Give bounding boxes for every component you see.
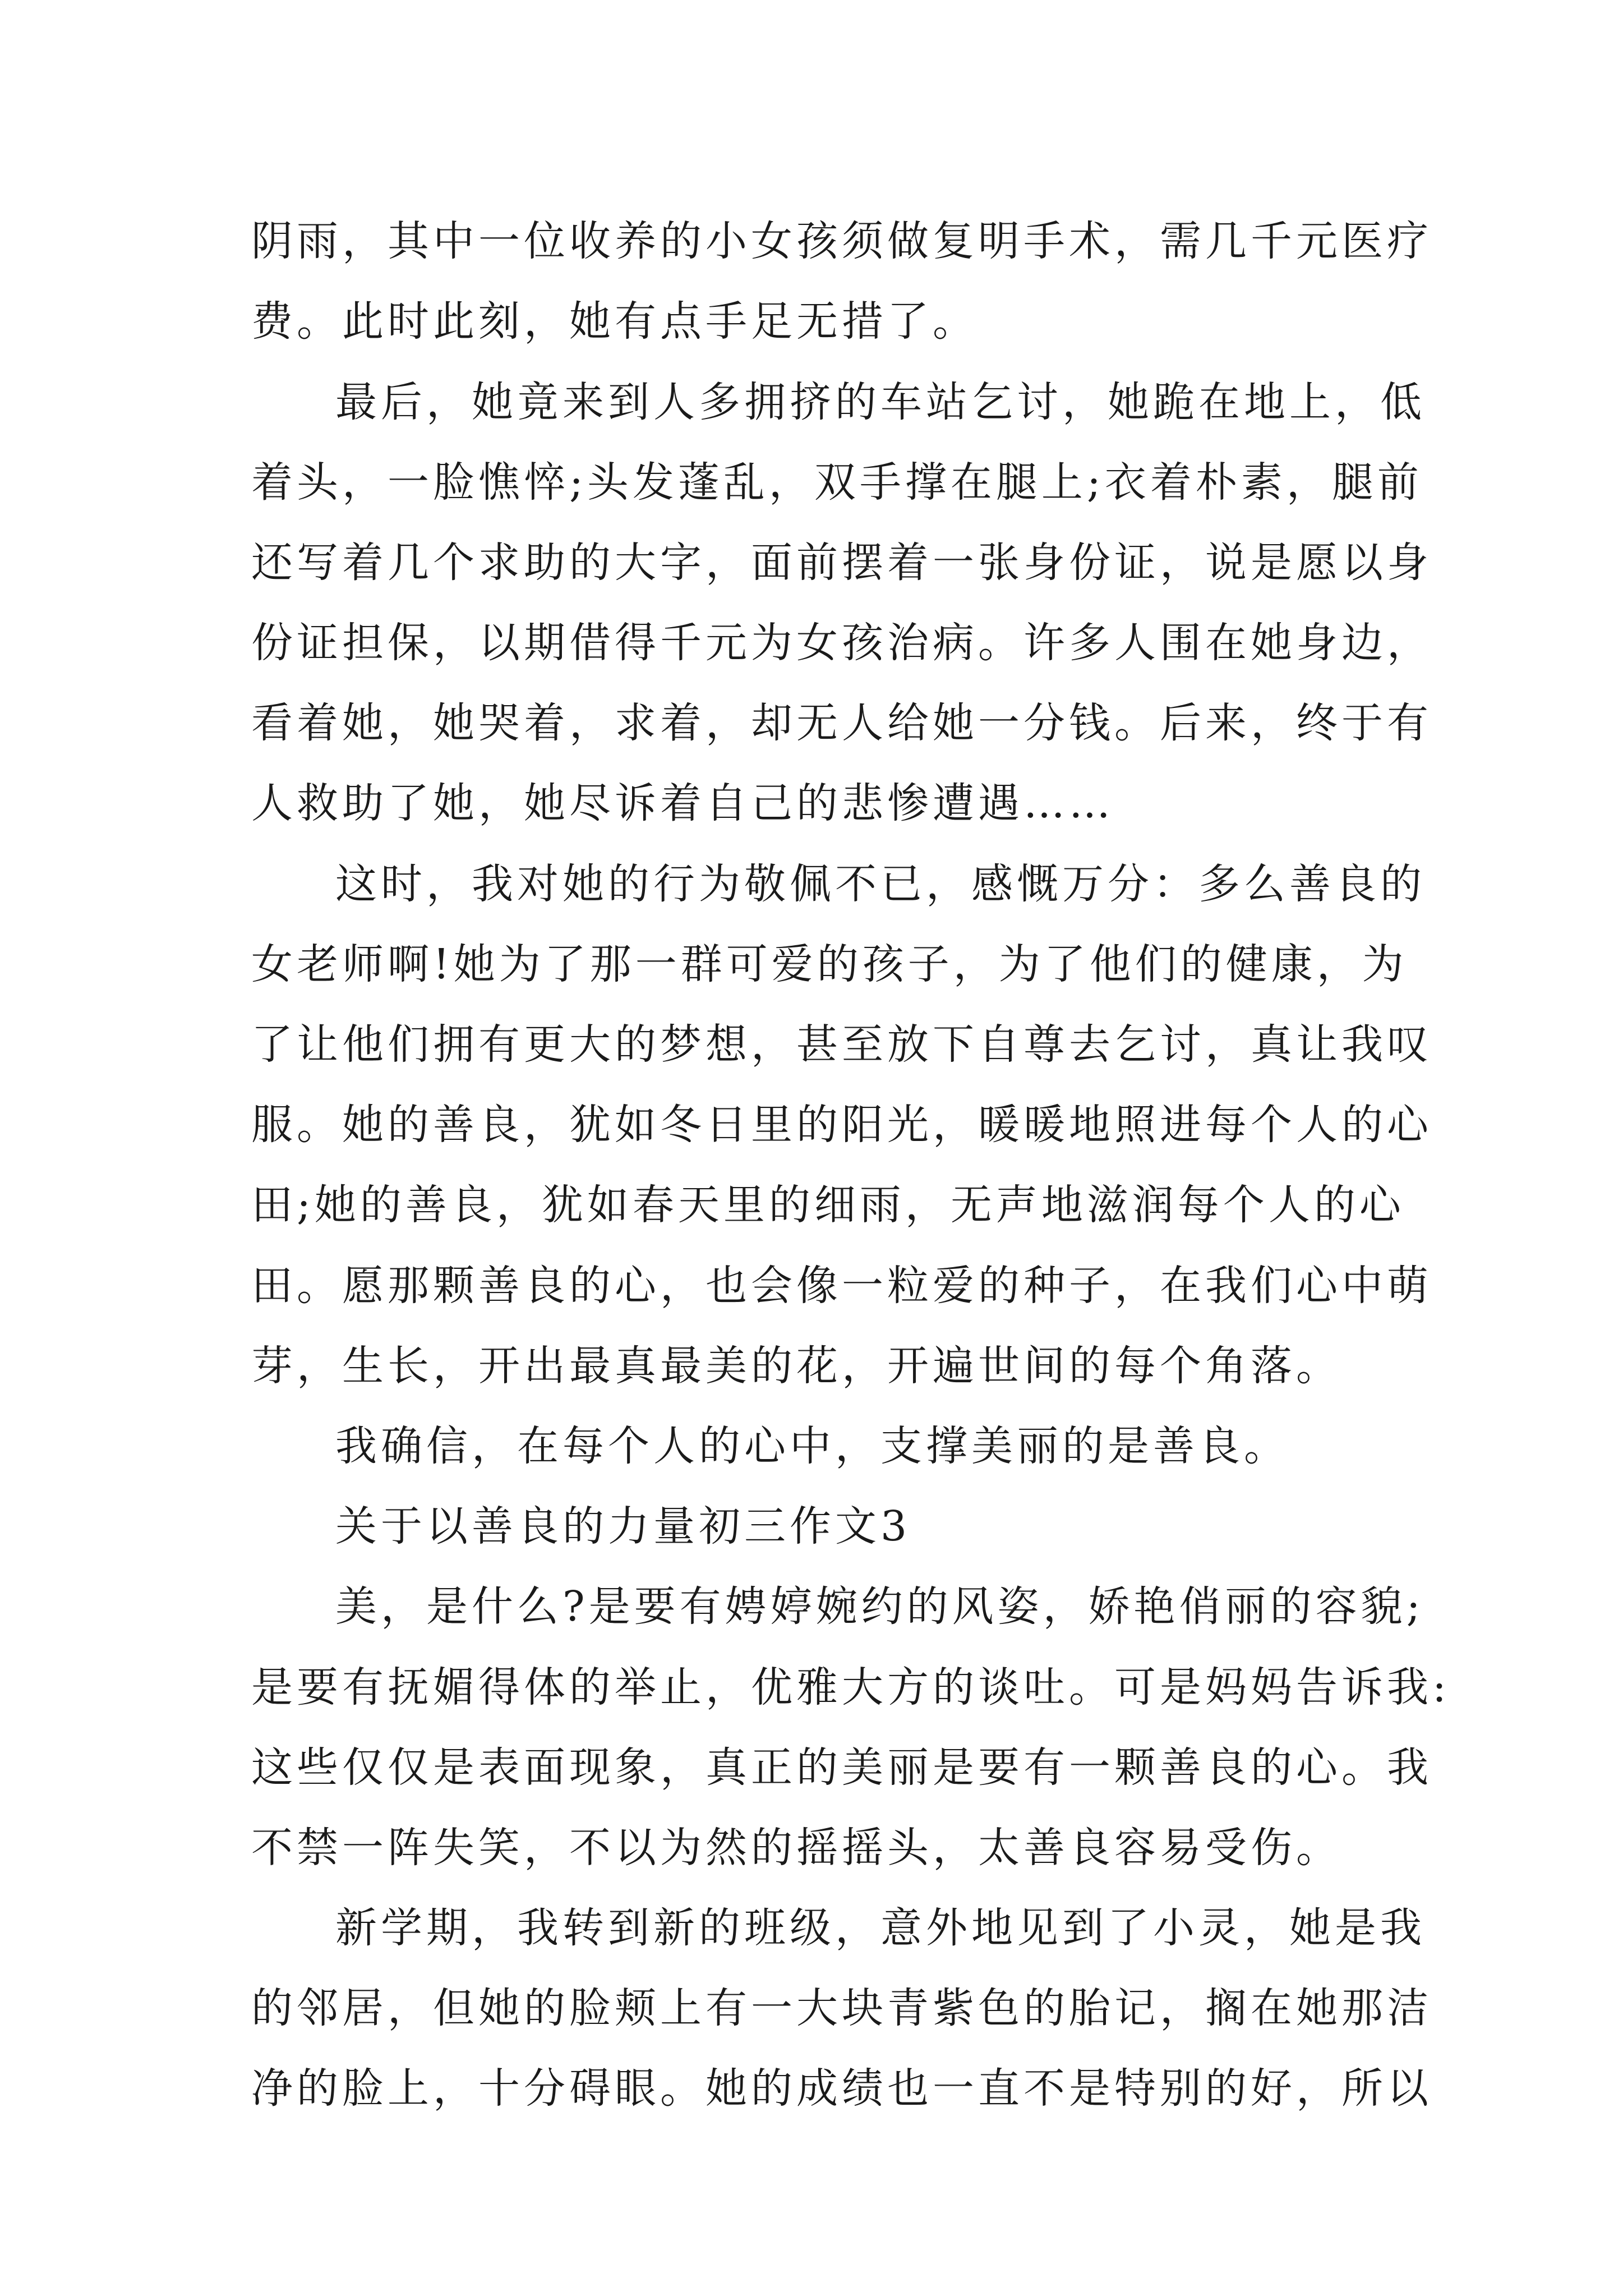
text-line: 还写着几个求助的大字，面前摆着一张身份证，说是愿以身 [251,539,1432,587]
text-line: 新学期，我转到新的班级，意外地见到了小灵，她是我 [335,1904,1426,1952]
text-line: 净的脸上，十分碍眼。她的成绩也一直不是特别的好，所以 [251,2064,1432,2113]
text-line: 最后，她竟来到人多拥挤的车站乞讨，她跪在地上，低 [335,378,1426,426]
text-line: 的邻居，但她的脸颊上有一大块青紫色的胎记，搁在她那洁 [251,1984,1432,2032]
text-line: 费。此时此刻，她有点手足无措了。 [251,297,978,346]
text-line: 我确信，在每个人的心中，支撑美丽的是善良。 [335,1422,1289,1470]
text-line: 田;她的善良，犹如春天里的细雨，无声地滋润每个人的心 [251,1181,1405,1229]
text-line: 田。愿那颗善良的心，也会像一粒爱的种子，在我们心中萌 [251,1262,1432,1310]
text-line: 了让他们拥有更大的梦想，甚至放下自尊去乞讨，真让我叹 [251,1020,1432,1069]
text-line: 阴雨，其中一位收养的小女孩须做复明手术，需几千元医疗 [251,217,1432,265]
text-line: 这些仅仅是表面现象，真正的美丽是要有一颗善良的心。我 [251,1743,1432,1792]
text-line: 服。她的善良，犹如冬日里的阳光，暖暖地照进每个人的心 [251,1101,1432,1149]
section-heading: 关于以善良的力量初三作文3 [335,1502,911,1550]
text-line: 这时，我对她的行为敬佩不已，感慨万分：多么善良的 [335,860,1426,908]
text-line: 人救助了她，她尽诉着自己的悲惨遭遇…… [251,779,1114,827]
text-line: 芽，生长，开出最真最美的花，开遍世间的每个角落。 [251,1342,1341,1390]
text-line: 着头，一脸憔悴;头发蓬乱，双手撑在腿上;衣着朴素，腿前 [251,458,1423,507]
text-line: 不禁一阵失笑，不以为然的摇摇头，太善良容易受伤。 [251,1824,1341,1872]
text-line: 看着她，她哭着，求着，却无人给她一分钱。后来，终于有 [251,699,1432,747]
text-line: 女老师啊!她为了那一群可爱的孩子，为了他们的健康，为 [251,940,1408,988]
text-line: 是要有抚媚得体的举止，优雅大方的谈吐。可是妈妈告诉我: [251,1663,1450,1711]
text-line: 美，是什么?是要有娉婷婉约的风姿，娇艳俏丽的容貌; [335,1582,1424,1631]
text-line: 份证担保，以期借得千元为女孩治病。许多人围在她身边， [251,619,1432,667]
